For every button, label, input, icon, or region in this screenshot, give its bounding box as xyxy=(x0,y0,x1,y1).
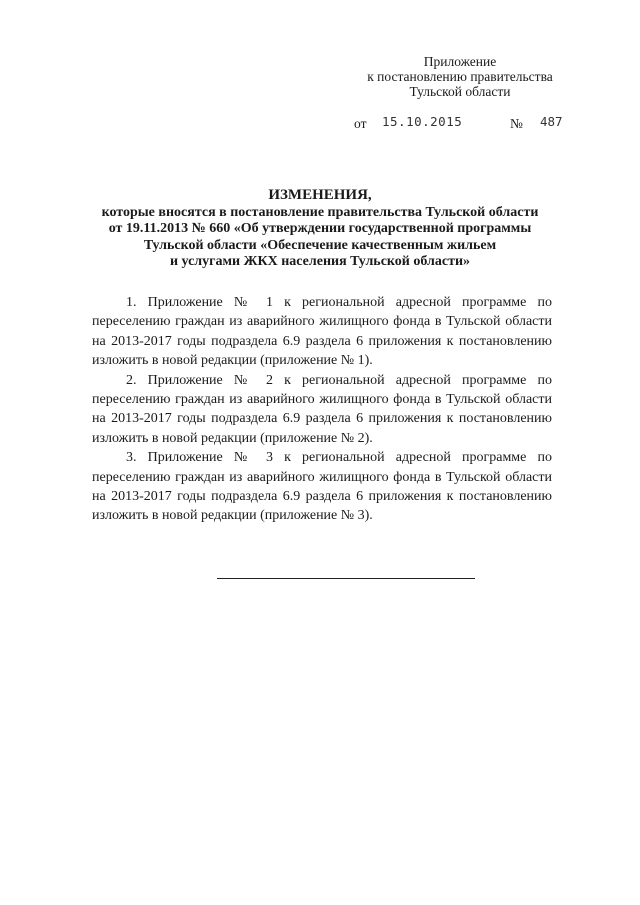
body-paragraph-3: 3. Приложение № 3 к региональной адресной программе по переселению граждан из аварийного жилищного фонда в Тульской области на 2013-2017 годы подраздела 6.9 раздела 6 приложения к постановлению изложить в новой редакции (приложение № 3). xyxy=(92,450,552,524)
heading-line-3: Тульской области «Обеспечение качественным жильем xyxy=(143,237,497,253)
number-value: 487 xyxy=(540,114,563,129)
body-paragraph-1: 1. Приложение № 1 к региональной адресной программе по переселению граждан из аварийного жилищного фонда в Тульской области на 2013-2017 годы подраздела 6.9 раздела 6 приложения к постановлению изложить в новой редакции (приложение № 1). xyxy=(92,295,552,369)
body-paragraph-2: 2. Приложение № 2 к региональной адресной программе по переселению граждан из аварийного жилищного фонда в Тульской области на 2013-2017 годы подраздела 6.9 раздела 6 приложения к постановлению изложить в новой редакции (приложение № 2). xyxy=(92,372,552,446)
heading-title: ИЗМЕНЕНИЯ, xyxy=(268,187,372,203)
attachment-line-1: Приложение xyxy=(423,54,497,69)
attachment-line-3: Тульской области xyxy=(409,84,511,99)
attachment-header xyxy=(340,54,580,99)
document-body xyxy=(92,293,552,526)
heading-line-2: от 19.11.2013 № 660 «Об утверждении государственной программы xyxy=(108,221,532,236)
heading-line-1: которые вносятся в постановление правительства Тульской области xyxy=(101,204,539,220)
registration-line xyxy=(354,114,584,132)
heading-line-4: и услугами ЖКХ населения Тульской области» xyxy=(169,254,471,269)
attachment-line-2: к постановлению правительства xyxy=(367,69,553,84)
date-label: от xyxy=(354,116,367,131)
number-label: № xyxy=(510,116,523,131)
end-divider xyxy=(217,578,475,579)
date-value: 15.10.2015 xyxy=(382,114,463,129)
document-heading xyxy=(90,187,550,271)
